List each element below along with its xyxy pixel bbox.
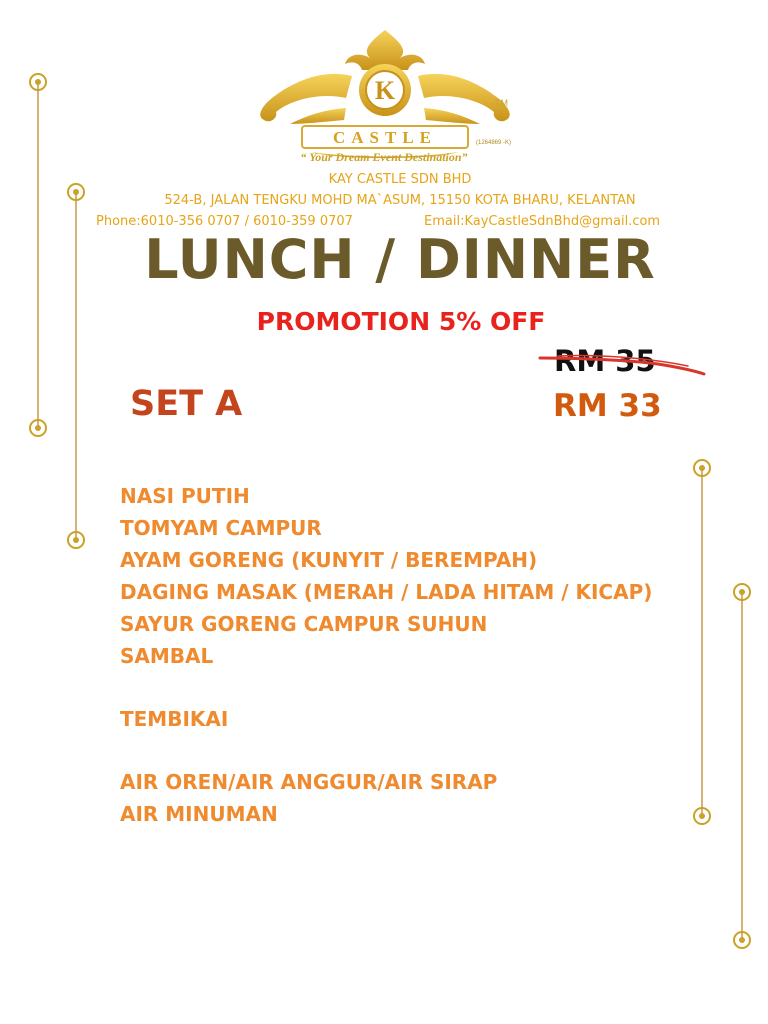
menu-item: SAMBAL — [120, 644, 214, 668]
menu-item: SAYUR GORENG CAMPUR SUHUN — [120, 612, 488, 636]
company-name: KAY CASTLE SDN BHD — [328, 172, 472, 187]
menu-list — [120, 480, 652, 830]
menu-item: AIR OREN/AIR ANGGUR/AIR SIRAP — [120, 770, 498, 794]
strikethrough-mark — [538, 350, 708, 380]
menu-item: TOMYAM CAMPUR — [120, 516, 322, 540]
registration-number: (1264869 -K) — [476, 140, 512, 146]
menu-item: TEMBIKAI — [120, 707, 229, 731]
scroll-ornament-right-1 — [688, 456, 716, 828]
company-address: 524-B, JALAN TENGKU MOHD MA`ASUM, 15150 KOTA BHARU, KELANTAN — [164, 193, 636, 208]
brand-name: CASTLE — [332, 128, 438, 147]
menu-item: AYAM GORENG (KUNYIT / BEREMPAH) — [120, 548, 538, 572]
promotion-banner: PROMOTION 5% OFF — [256, 307, 546, 336]
new-price: RM 33 — [553, 388, 662, 424]
menu-item: DAGING MASAK (MERAH / LADA HITAM / KICAP) — [120, 580, 653, 604]
kay-castle-logo — [250, 28, 520, 170]
old-price: RM 35 — [554, 344, 656, 378]
tagline: “ Your Dream Event Destination” — [300, 150, 468, 164]
page-title: LUNCH / DINNER — [144, 228, 656, 291]
scroll-ornament-right-2 — [728, 580, 756, 952]
menu-item: NASI PUTIH — [120, 484, 250, 508]
menu-item: AIR MINUMAN — [120, 802, 278, 826]
menu-spacer — [120, 672, 652, 703]
trademark-mark: TM — [495, 98, 508, 108]
company-email: Email:KayCastleSdnBhd@gmail.com — [424, 214, 661, 229]
set-title: SET A — [130, 384, 243, 424]
menu-spacer — [120, 735, 652, 766]
logo-letter: K — [374, 76, 396, 105]
company-phone: Phone:6010-356 0707 / 6010-359 0707 — [96, 214, 353, 229]
